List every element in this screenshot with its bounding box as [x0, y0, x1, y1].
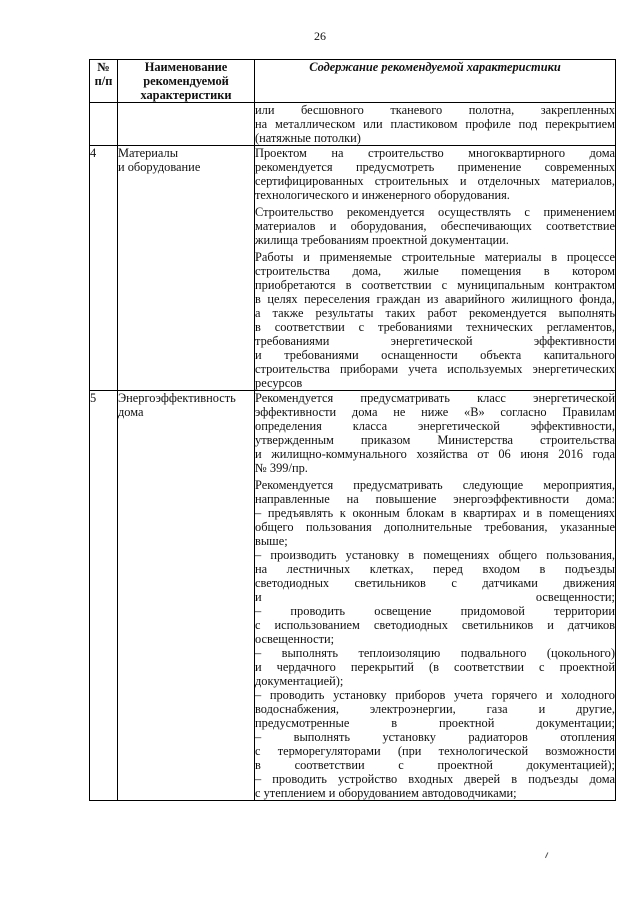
content-line: требованиями энергетической эффективности — [255, 334, 615, 348]
content-line: или бесшовного тканевого полотна, закрепленных — [255, 103, 615, 117]
row-name-line: Энергоэффективность — [118, 391, 236, 405]
content-line: с терморегуляторами (при технологической возможности — [255, 744, 615, 758]
header-content: Содержание рекомендуемой характеристики — [255, 60, 616, 103]
header-name-line: Наименование — [144, 60, 228, 74]
row-name-line: Материалы — [118, 146, 179, 160]
content-line: – выполнять установку радиаторов отопления — [255, 730, 615, 744]
row-content — [255, 146, 616, 391]
content-line: с использованием светодиодных светильников и датчиков — [255, 618, 615, 632]
row-name-line: и оборудование — [118, 160, 201, 174]
table-row — [90, 391, 616, 801]
row-content — [255, 103, 616, 146]
content-line: утвержденным приказом Министерства строительства — [255, 433, 615, 447]
content-line: № 399/пр. — [255, 461, 308, 475]
content-line: на металлическом или пластиковом профиле под перекрытием — [255, 117, 615, 131]
content-line: (натяжные потолки) — [255, 131, 361, 145]
content-line: Рекомендуется предусматривать следующие мероприятия, — [255, 478, 615, 492]
content-line: строительства дома, жилые помещения в котором — [255, 264, 615, 278]
pen-mark — [545, 852, 552, 860]
table-row — [90, 103, 616, 146]
content-line: а также результаты таких работ рекомендуется выполнять — [255, 306, 615, 320]
row-number: 4 — [90, 146, 118, 391]
content-line: технологического и инженерного оборудования. — [255, 188, 510, 202]
content-paragraph — [255, 478, 615, 800]
content-line: приобретаются в соответствии с муниципальным контрактом — [255, 278, 615, 292]
row-number: 5 — [90, 391, 118, 801]
content-line: документацией); — [255, 674, 344, 688]
content-line: Рекомендуется предусматривать класс энергетической — [255, 391, 615, 405]
row-name — [118, 391, 255, 801]
content-line: на лестничных клетках, перед входом в подъезды — [255, 562, 615, 576]
content-line: жилища требованиям проектной документации. — [255, 233, 509, 247]
header-num — [90, 60, 118, 103]
page-number: 26 — [314, 29, 326, 43]
content-line: водоснабжения, электроэнергии, газа и другие, — [255, 702, 615, 716]
content-paragraph — [255, 146, 615, 202]
content-line: строительства приборами учета используемых энергетических — [255, 362, 615, 376]
content-line: эффективности дома не ниже «В» согласно Правилам — [255, 405, 615, 419]
content-line: – предъявлять к оконным блокам в квартирах и в помещениях — [255, 506, 615, 520]
content-line: – выполнять теплоизоляцию подвального (цокольного) — [255, 646, 615, 660]
content-paragraph — [255, 391, 615, 475]
content-line: – проводить установку приборов учета горячего и холодного — [255, 688, 615, 702]
header-num-line: № — [97, 60, 110, 74]
content-line: общего пользования дополнительные требования, указанные — [255, 520, 615, 534]
content-paragraph — [255, 250, 615, 390]
header-num-line: п/п — [94, 74, 113, 88]
content-line: направленные на повышение энергоэффективности дома: — [255, 492, 615, 506]
row-content — [255, 391, 616, 801]
header-name-line: характеристики — [140, 88, 232, 102]
content-line: светодиодных светильников с датчиками движения — [255, 576, 615, 590]
row-name — [118, 103, 255, 146]
content-line: и жилищно-коммунального хозяйства от 06 июня 2016 года — [255, 447, 615, 461]
content-line: с утеплением и оборудованием автодоводчиками; — [255, 786, 517, 800]
content-line: определения класса энергетической эффективности, — [255, 419, 615, 433]
content-line: и освещенности; — [255, 590, 615, 604]
content-line: рекомендуется предусмотреть применение современных — [255, 160, 615, 174]
content-line: сертифицированных строительных и отделочных материалов, — [255, 174, 615, 188]
content-line: и требованиями оснащенности объекта капитального — [255, 348, 615, 362]
content-paragraph — [255, 103, 615, 145]
content-line: – проводить освещение придомовой территории — [255, 604, 615, 618]
table-row — [90, 146, 616, 391]
content-line: Строительство рекомендуется осуществлять с применением — [255, 205, 615, 219]
content-line: освещенности; — [255, 632, 335, 646]
content-line: Проектом на строительство многоквартирного дома — [255, 146, 615, 160]
content-line: в соответствии с требованиями технических регламентов, — [255, 320, 615, 334]
content-line: ресурсов — [255, 376, 303, 390]
content-line: в целях переселения граждан из аварийного жилищного фонда, — [255, 292, 615, 306]
content-line: Работы и применяемые строительные материалы в процессе — [255, 250, 615, 264]
header-name — [118, 60, 255, 103]
content-line: – проводить устройство входных дверей в подъезды дома — [255, 772, 615, 786]
header-name-line: рекомендуемой — [143, 74, 229, 88]
table-header-row — [90, 60, 616, 103]
content-line: материалов и оборудования, обеспечивающих соответствие — [255, 219, 615, 233]
row-number — [90, 103, 118, 146]
content-line: – производить установку в помещениях общего пользования, — [255, 548, 615, 562]
content-line: в соответствии с проектной документацией); — [255, 758, 615, 772]
row-name-line: дома — [118, 405, 144, 419]
content-line: и чердачного перекрытий (в соответствии с проектной — [255, 660, 615, 674]
row-name — [118, 146, 255, 391]
content-line: выше; — [255, 534, 288, 548]
content-line: предусмотренные в проектной документации; — [255, 716, 615, 730]
characteristics-table — [89, 59, 616, 801]
content-paragraph — [255, 205, 615, 247]
